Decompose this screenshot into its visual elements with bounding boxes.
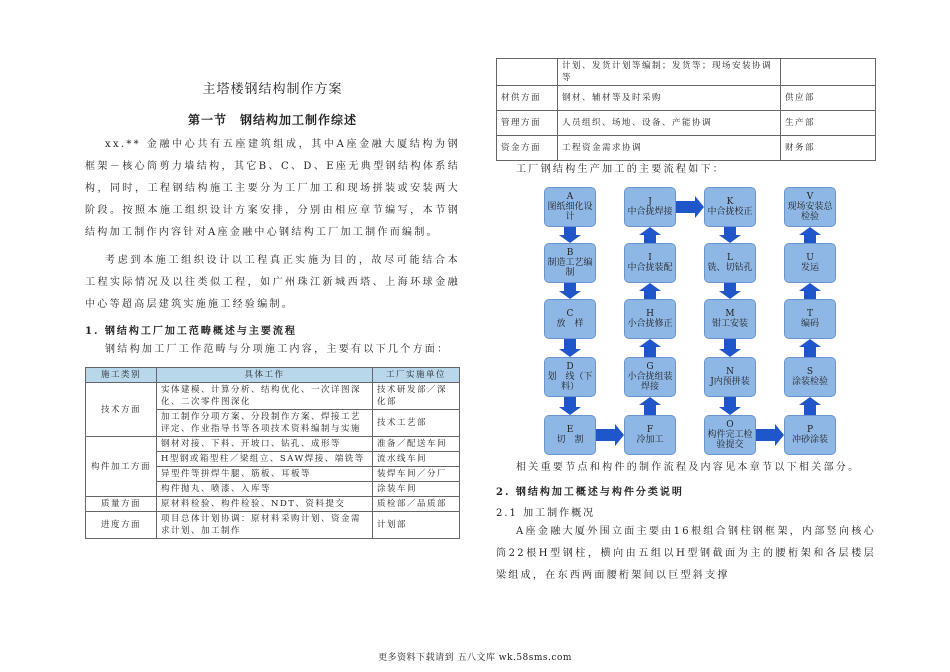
right-column [496,58,876,587]
category-cell: 进度方面 [86,512,157,539]
section-title: 第一节 钢结构加工制作综述 [187,113,357,127]
unit-cell: 准备／配送车间 [373,437,460,452]
flow-step-a [544,187,596,227]
flow-step-d [544,357,596,397]
flow-arrow [559,283,581,299]
work-cell: 工程资金需求协调 [558,136,781,161]
flow-step-m [704,299,756,339]
flow-step-letter: U [806,253,814,263]
flow-step-label: 制造工艺编制 [547,258,593,278]
flow-step-letter: C [566,309,574,319]
flow-step-letter: P [806,425,814,435]
unit-cell: 质检部／品质部 [373,497,460,512]
flow-step-label: 涂装检验 [791,377,828,387]
subheading: 2.1 加工制作概况 [496,508,596,519]
production-flowchart [496,181,876,453]
flow-step-label: 中合拢校正 [707,207,753,217]
flow-step-label: 划 线（下料） [547,372,593,392]
unit-cell: 涂装车间 [373,482,460,497]
flow-arrow [639,283,661,299]
work-cell: 原材料检验、构件检验、NDT、资料提交 [157,497,373,512]
unit-cell [781,59,876,86]
flow-step-label: 切 割 [556,435,584,445]
unit-cell: 装焊车间／分厂 [373,467,460,482]
unit-cell: 技术工艺部 [373,410,460,437]
flow-step-f [624,415,676,455]
table-header-row [86,368,460,383]
table-row [86,497,460,512]
work-cell: 加工制作分项方案、分段制作方案、焊接工艺评定、作业指导书等各项技术资料编制与实施 [157,410,373,437]
flow-step-letter: O [726,420,734,430]
flow-arrow [639,339,661,357]
flow-step-label: 发运 [800,263,819,273]
flow-step-o [704,415,756,455]
table-row [86,383,460,410]
flow-step-t [784,299,836,339]
flow-step-letter: I [648,253,652,263]
flow-step-n [704,357,756,397]
work-cell: 人员组织、场地、设备、产能协调 [558,111,781,136]
flow-arrow [719,283,741,299]
flow-step-label: 小合拢修正 [627,319,673,329]
flow-arrow [559,339,581,357]
paragraph: 相关重要节点和构件的制作流程及内容见本章节以下相关部分。 [516,462,861,473]
flow-step-label: 中合拢焊接 [627,207,673,217]
flow-step-letter: H [646,309,654,319]
table-row [497,59,876,86]
flow-step-letter: D [566,362,574,372]
flow-arrow [719,397,741,415]
flow-step-letter: N [726,367,734,377]
work-cell: 构件抛丸、喷漆、入库等 [157,482,373,497]
flow-step-g [624,357,676,397]
flow-step-letter: A [566,192,574,202]
category-cell [497,59,558,86]
table-header-cell: 施工类别 [86,368,157,383]
category-cell: 技术方面 [86,383,157,437]
work-cell: 钢材对接、下料、开坡口、钻孔、成形等 [157,437,373,452]
flow-step-label: 小合拢组装焊接 [627,372,673,392]
flow-step-letter: T [806,309,813,319]
flow-step-v [784,187,836,227]
flow-step-label: 钳工安装 [711,319,748,329]
paragraph: 钢结构加工厂工作范畴与分项施工内容，主要有以下几个方面： [105,344,450,355]
flow-step-label: 图纸细化设计 [547,202,593,222]
unit-cell: 计划部 [373,512,460,539]
flow-step-letter: B [566,248,574,258]
table-row [86,512,460,539]
flow-step-label: 冷加工 [636,435,664,445]
flow-arrow [799,339,821,357]
table-header-cell: 工厂实施单位 [373,368,460,383]
flow-step-label: 冲砂涂装 [791,435,828,445]
work-scope-table-continued [496,58,876,161]
paragraph: A座金融大厦外围立面主要由16根组合钢柱钢框架，内部竖向核心筒22根H型钢柱，横向由五组以H型钢截面为主的腰桁架和各层楼层梁组成，在东西两面腰桁架间以巨型斜支撑 [496,526,876,581]
flow-step-letter: K [726,197,734,207]
category-cell: 材供方面 [497,86,558,111]
flow-arrow [799,283,821,299]
flow-arrow [559,397,581,415]
flow-step-letter: E [566,425,574,435]
flow-arrow [639,397,661,415]
flow-arrow [596,424,624,446]
flow-step-i [624,243,676,283]
unit-cell: 供应部 [781,86,876,111]
work-scope-table [85,367,460,539]
table-row [497,86,876,111]
flow-step-j [624,187,676,227]
flow-arrow [639,227,661,243]
table-header-cell: 具体工作 [157,368,373,383]
category-cell: 管理方面 [497,111,558,136]
flow-step-letter: L [727,253,733,263]
unit-cell: 技术研发部／深化部 [373,383,460,410]
work-cell: H型钢或箱型柱／梁组立、SAW焊接、端铣等 [157,452,373,467]
category-cell: 构件加工方面 [86,437,157,497]
flow-arrow [719,227,741,243]
flow-step-letter: S [806,367,814,377]
unit-cell: 财务部 [781,136,876,161]
flow-arrow [676,196,704,218]
flow-arrow [756,424,784,446]
flow-step-letter: G [646,362,654,372]
work-cell: 计划、发货计划等编制；发货等；现场安装协调等 [558,59,781,86]
heading: 1. 钢结构工厂加工范畴概述与主要流程 [85,326,297,337]
flow-step-l [704,243,756,283]
flow-arrow [559,227,581,243]
flow-step-u [784,243,836,283]
flow-step-e [544,415,596,455]
flow-step-b [544,243,596,283]
table-row [86,437,460,452]
flow-step-label: 现场安装总检验 [787,202,833,222]
footer-note: 更多资料下载请到 五八文库 wk.58sms.com [378,653,572,663]
flow-step-label: 放 样 [556,319,584,329]
left-column [85,70,460,539]
flow-step-label: 铣、切钻孔 [707,263,753,273]
unit-cell: 生产部 [781,111,876,136]
flow-step-label: 构件完工检验提交 [707,430,753,450]
flow-step-label: 中合拢装配 [627,263,673,273]
flow-step-letter: F [646,425,654,435]
unit-cell: 流水线车间 [373,452,460,467]
flow-step-k [704,187,756,227]
document-title: 主塔楼钢结构制作方案 [202,82,343,97]
flow-step-label: 编码 [800,319,819,329]
flow-step-c [544,299,596,339]
flow-arrow [799,397,821,415]
heading: 2. 钢结构加工概述与构件分类说明 [496,487,684,498]
table-row [497,111,876,136]
flow-intro: 工厂钢结构生产加工的主要流程如下： [516,164,726,175]
flow-step-h [624,299,676,339]
work-cell: 项目总体计划协调：原材料采购计划、资金需求计划、加工制作 [157,512,373,539]
work-cell: 实体建模、计算分析、结构优化、一次详图深化、二次零件图深化 [157,383,373,410]
flow-step-label: J内预拼装 [710,377,750,387]
work-cell: 异型件等拼焊牛腿、筋板、耳板等 [157,467,373,482]
work-cell: 钢材、辅材等及时采购 [558,86,781,111]
category-cell: 资金方面 [497,136,558,161]
flow-arrow [719,339,741,357]
paragraph: 考虑到本施工组织设计以工程真正实施为目的，故尽可能结合本工程实际情况及以往类似工程，如广州珠江新城西塔、上海环球金融中心等超高层建筑实施施工经验编制。 [85,255,460,310]
flow-step-p [784,415,836,455]
flow-step-letter: J [648,197,652,207]
flow-step-s [784,357,836,397]
flow-step-letter: M [725,309,735,319]
paragraph: xx.** 金融中心共有五座建筑组成，其中A座金融大厦结构为钢框架－核心筒剪力墙结构，其它B、C、D、E座无典型钢结构体系结构，同时，工程钢结构施工主要分为工厂加工和现场拼装或安装两大阶段。按照本施工组织设计方案安排，分别由相应章节编写，本节钢结构加工制作内容针对A座金融中心钢结构工厂加工制作而编制。 [85,139,460,238]
table-row [497,136,876,161]
flow-step-letter: V [806,192,814,202]
flow-arrow [799,227,821,243]
category-cell: 质量方面 [86,497,157,512]
